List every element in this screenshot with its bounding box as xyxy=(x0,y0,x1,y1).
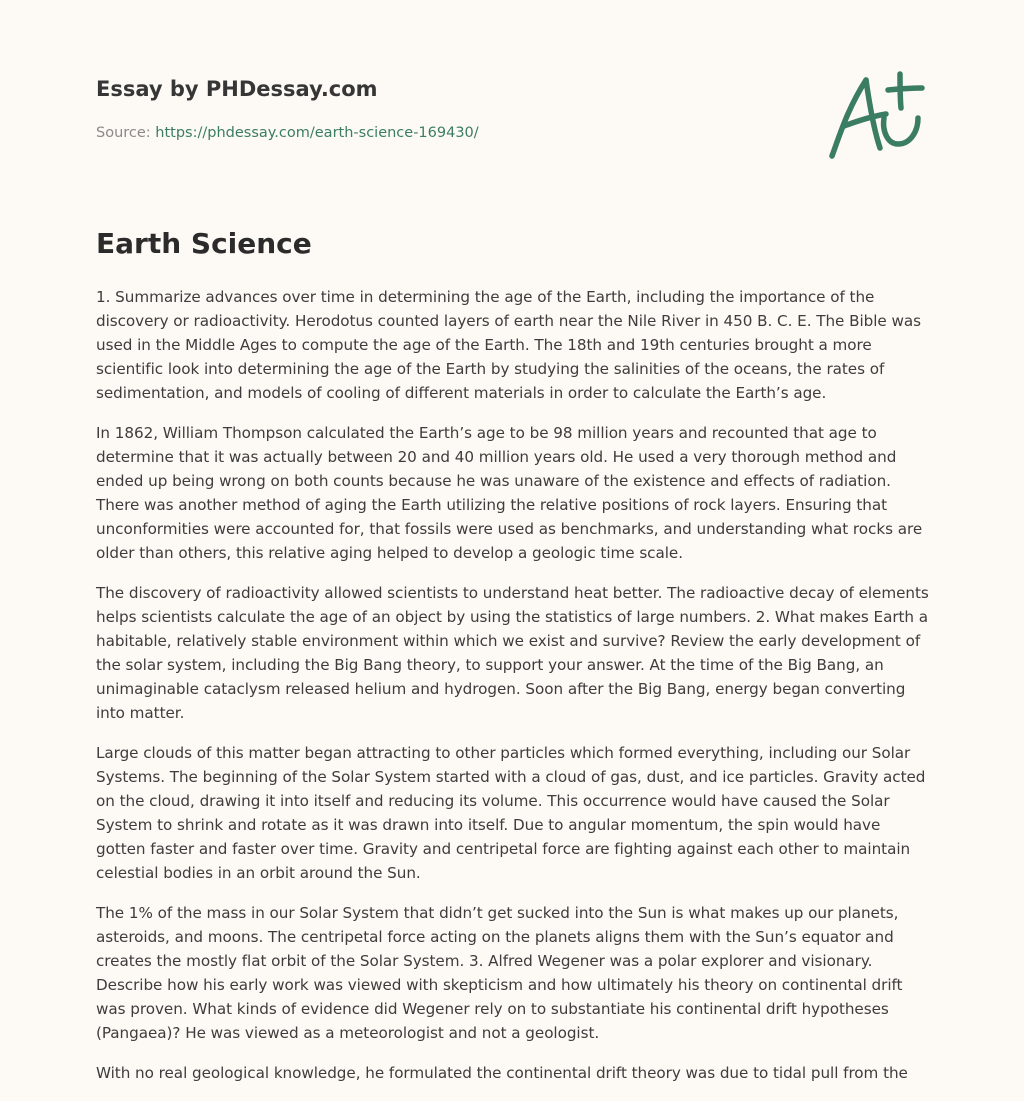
essay-title: Earth Science xyxy=(96,227,312,260)
a-plus-logo-icon xyxy=(826,68,928,164)
source-label: Source: xyxy=(96,125,151,141)
source-line xyxy=(96,123,479,143)
source-link[interactable]: https://phdessay.com/earth-science-169430/ xyxy=(155,125,479,141)
brand-title: Essay by PHDessay.com xyxy=(96,77,378,101)
paragraph: The 1% of the mass in our Solar System that didn’t get sucked into the Sun is what makes up our planets, asteroids, and moons. The centripetal force acting on the planets aligns them with the Sun’s equator and creates the mostly flat orbit of the Solar System. 3. Alfred Wegener was a polar explorer and visionary. Describe how his early work was viewed with skepticism and how ultimately his theory on continental drift was proven. What kinds of evidence did Wegener rely on to substantiate his continental drift hypotheses (Pangaea)? He was viewed as a meteorologist and not a geologist. xyxy=(96,904,903,1042)
paragraph: 1. Summarize advances over time in determining the age of the Earth, including the importance of the discovery or radioactivity. Herodotus counted layers of earth near the Nile River in 450 B. C. E. The Bible was used in the Middle Ages to compute the age of the Earth. The 18th and 19th centuries brought a more scientific look into determining the age of the Earth by studying the salinities of the oceans, the rates of sedimentation, and models of cooling of different materials in order to calculate the Earth’s age. xyxy=(96,288,921,402)
paragraph: Large clouds of this matter began attracting to other particles which formed everything, including our Solar Systems. The beginning of the Solar System started with a cloud of gas, dust, and ice particles. Gravity acted on the cloud, drawing it into itself and reducing its volume. This occurrence would have caused the Solar System to shrink and rotate as it was drawn into itself. Due to angular momentum, the spin would have gotten faster and faster over time. Gravity and centripetal force are fighting against each other to maintain celestial bodies in an orbit around the Sun. xyxy=(96,744,926,882)
page-header xyxy=(96,74,928,174)
paragraph: In 1862, William Thompson calculated the Earth’s age to be 98 million years and recounted that age to determine that it was actually between 20 and 40 million years old. He used a very thorough method and ended up being wrong on both counts because he was unaware of the existence and effects of radiation. There was another method of aging the Earth utilizing the relative positions of rock layers. Ensuring that unconformities were accounted for, that fossils were used as benchmarks, and understanding what rocks are older than others, this relative aging helped to develop a geologic time scale. xyxy=(96,424,923,562)
paragraph: The discovery of radioactivity allowed scientists to understand heat better. The radioactive decay of elements helps scientists calculate the age of an object by using the statistics of large numbers. 2. What makes Earth a habitable, relatively stable environment within which we exist and survive? Review the early development of the solar system, including the Big Bang theory, to support your answer. At the time of the Big Bang, an unimaginable cataclysm released helium and hydrogen. Soon after the Big Bang, energy began converting into matter. xyxy=(96,584,929,722)
essay-body xyxy=(96,285,932,1101)
paragraph: With no real geological knowledge, he formulated the continental drift theory was due to tidal pull from the xyxy=(96,1064,908,1082)
